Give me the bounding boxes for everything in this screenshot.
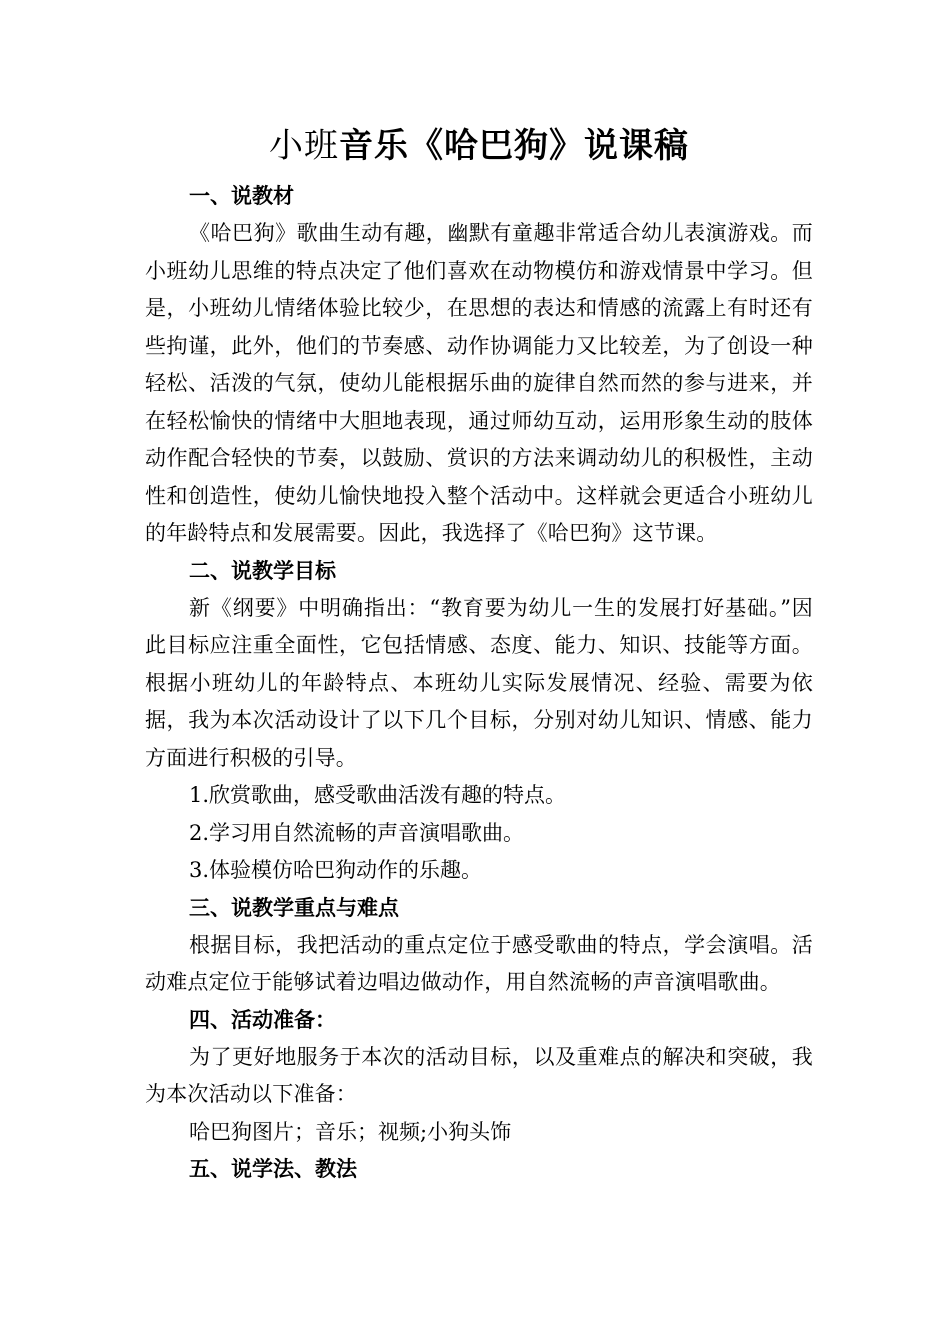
section-heading-teaching-goals: 二、说教学目标 xyxy=(189,558,336,583)
section-heading-methods: 五、说学法、教法 xyxy=(189,1157,357,1181)
title-prefix: 小班 xyxy=(269,126,339,166)
section-heading-teaching-material: 一、说教材 xyxy=(189,184,294,208)
section-paragraph-teaching-material: 《哈巴狗》歌曲生动有趣，幽默有童趣非常适合幼儿表演游戏。而小班幼儿思维的特点决定了他们喜欢在动物模仿和游戏情景中学习。但是，小班幼儿情绪体验比较少，在思想的表达和情感的流露上有时还有些拘谨，此外，他们的节奏感、动作协调能力又比较差，为了创设一种轻松、活泼的气氛，使幼儿能根据乐曲的旋律自然而然的参与进来，并在轻松愉快的情绪中大胆地表现，通过师幼互动，运用形象生动的肢体动作配合轻快的节奏，以鼓励、赏识的方法来调动幼儿的积极性，主动性和创造性，使幼儿愉快地投入整个活动中。这样就会更适合小班幼儿的年龄特点和发展需要。因此，我选择了《哈巴狗》这节课。 xyxy=(145,221,813,545)
section-paragraph-key-points: 根据目标，我把活动的重点定位于感受歌曲的特点，学会演唱。活动难点定位于能够试着边唱边做动作，用自然流畅的声音演唱歌曲。 xyxy=(145,932,813,994)
section-heading-preparation: 四、活动准备： xyxy=(189,1007,336,1032)
title-main: 音乐《哈巴狗》说课稿 xyxy=(339,126,689,166)
section-paragraph-preparation: 为了更好地服务于本次的活动目标，以及重难点的解决和突破，我为本次活动以下准备： xyxy=(145,1044,813,1106)
document-page xyxy=(145,118,813,1188)
materials-list: 哈巴狗图片；音乐；视频;小狗头饰 xyxy=(189,1119,512,1144)
section-heading-key-points: 三、说教学重点与难点 xyxy=(189,895,399,920)
goal-item: 1.欣赏歌曲，感受歌曲活泼有趣的特点。 xyxy=(189,783,567,807)
goal-item: 3.体验模仿哈巴狗动作的乐趣。 xyxy=(189,858,483,882)
section-paragraph-teaching-goals: 新《纲要》中明确指出：“教育要为幼儿一生的发展打好基础。”因此目标应注重全面性，它包括情感、态度、能力、知识、技能等方面。根据小班幼儿的年龄特点、本班幼儿实际发展情况、经验、需要为依据，我为本次活动设计了以下几个目标，分别对幼儿知识、情感、能力方面进行积极的引导。 xyxy=(145,595,813,770)
goal-item: 2.学习用自然流畅的声音演唱歌曲。 xyxy=(189,820,525,845)
page-title xyxy=(145,118,813,174)
